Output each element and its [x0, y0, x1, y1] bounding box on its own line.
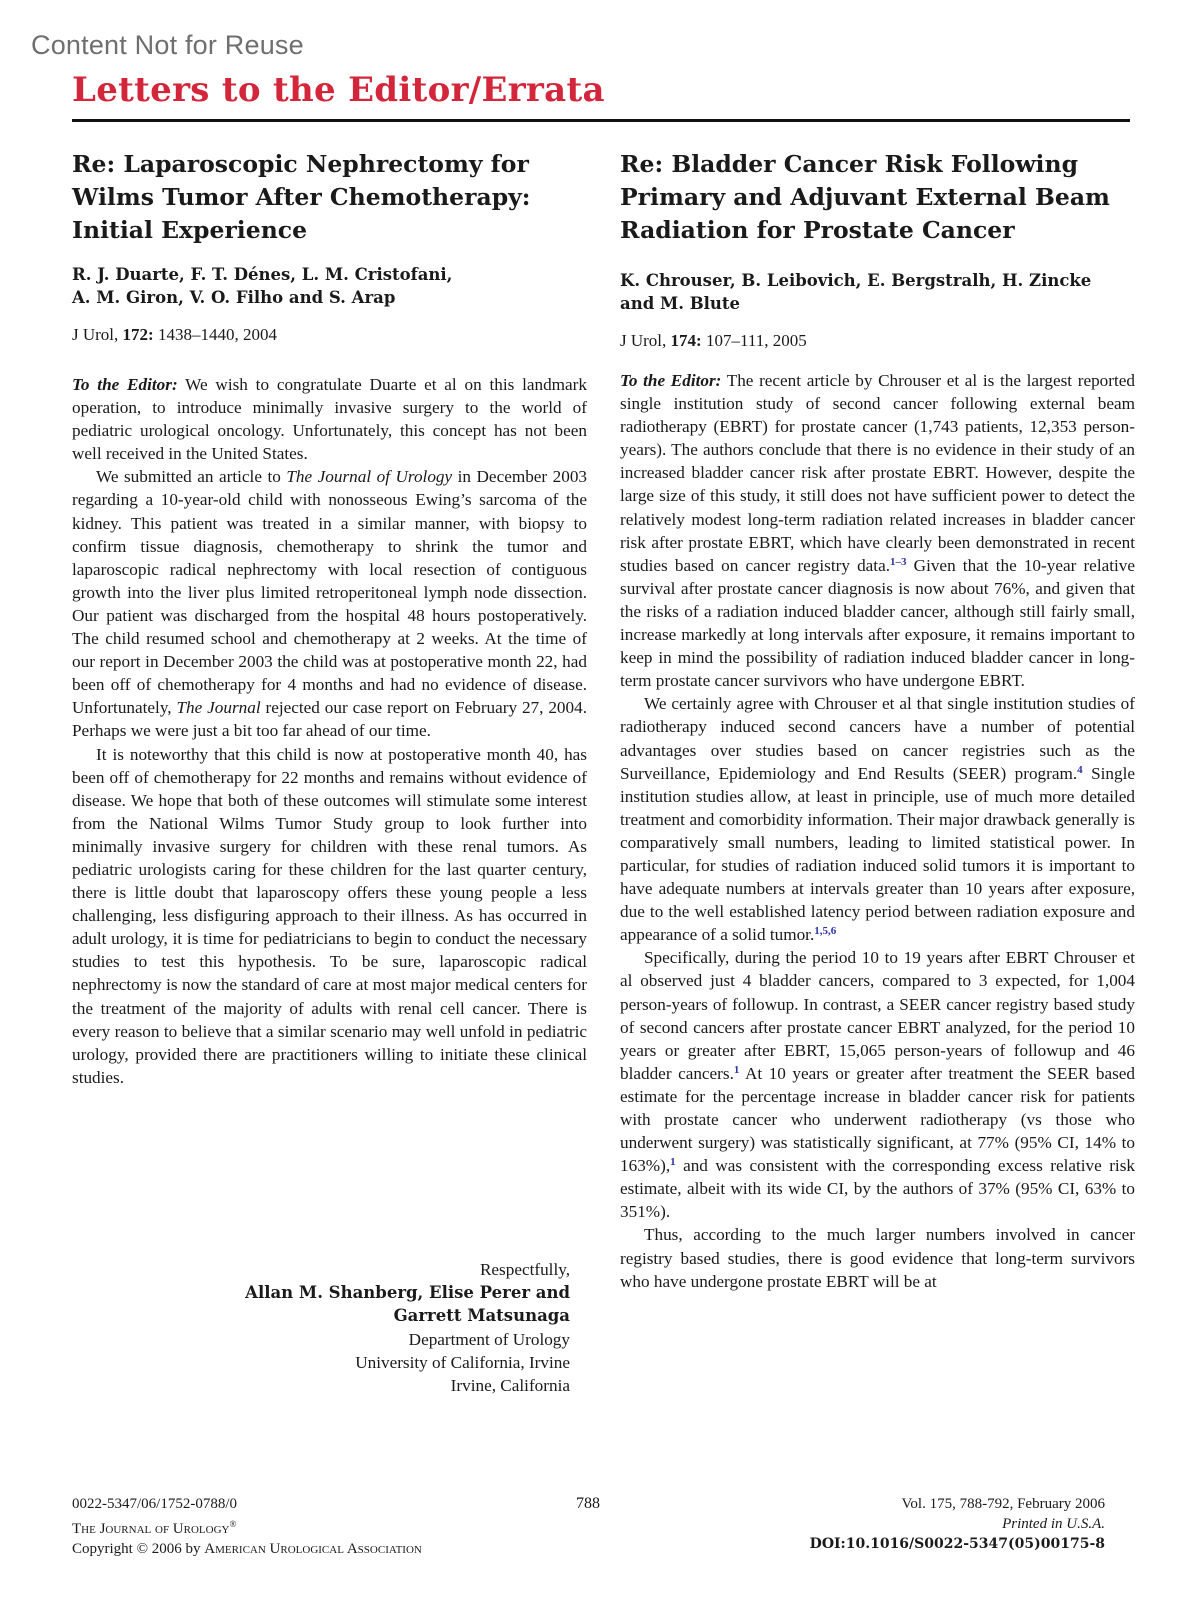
- reference-link[interactable]: 1: [670, 1156, 676, 1169]
- authors-line: A. M. Giron, V. O. Filho and S. Arap: [72, 288, 396, 307]
- citation-journal: J Urol,: [72, 325, 123, 344]
- copyright-text: Copyright © 2006 by: [72, 1541, 205, 1557]
- paragraph-text: Given that the 10-year relative survival after prostate cancer diagnosis is now about 76%, and given that the risks of a radiation induced bladder cancer, although still fairly small, increase markedly at long intervals after exposure, it remains important to keep in mind the possibility of radiation induced bladder cancer in long-term prostate cancer survivors who have undergone EBRT.: [620, 555, 1135, 691]
- right-letter-citation: [620, 331, 1135, 351]
- paragraph: It is noteworthy that this child is now at postoperative month 40, has been off of chemotherapy for 22 months and remains without evidence of disease. We hope that both of these outcomes will stimulate some interest from the National Wilms Tumor Study group to look further into minimally invasive surgery for children with these renal tumors. As pediatric urologists caring for these children for the last quarter century, there is little doubt that laparoscopy offers these young people a less challenging, less disfiguring approach to their illness. As has occurred in adult urology, it is time for pediatricians to begin to conduct the necessary studies to test this hypothesis. To be sure, laparoscopic radical nephrectomy is now the standard of care at most major medical centers for the treatment of the majority of adults with renal cell cancer. There is every reason to believe that a similar scenario may well unfold in pediatric urology, provided there are practitioners willing to initiate these clinical studies.: [72, 744, 587, 1087]
- left-letter-authors: [72, 263, 587, 309]
- reference-link[interactable]: 1,5,6: [814, 925, 837, 938]
- location: Irvine, California: [450, 1376, 570, 1396]
- journal-name: The Journal of Urology: [286, 467, 453, 487]
- citation-volume: 174:: [670, 331, 702, 350]
- footer-right: [810, 1494, 1105, 1554]
- reference-link[interactable]: 4: [1077, 763, 1083, 776]
- right-letter-title: Re: Bladder Cancer Risk Following Primary and Adjuvant External Beam Radiation for Prostate Cancer: [620, 150, 1110, 244]
- copyright-org: American Urological Association: [204, 1541, 422, 1557]
- paragraph-text: and was consistent with the corresponding excess relative risk estimate, albeit with its wide CI, by the authors of 37% (95% CI, 63% to 351%).: [620, 1156, 1135, 1222]
- paragraph: [72, 373, 587, 465]
- paragraph-text: The recent article by Chrouser et al is the largest reported single institution study of second cancer following external beam radiotherapy (EBRT) for prostate cancer (1,743 patients, 12,353 person-years). The authors conclude that there is no evidence in their study of an increased bladder cancer risk after prostate EBRT. However, despite the large size of this study, it still does not have sufficient power to detect the relatively modest long-term radiation related increases in bladder cancer risk after prostate EBRT, which have clearly been demonstrated in recent studies based on cancer registry data.: [620, 371, 1135, 575]
- paragraph: [72, 465, 587, 742]
- right-letter-body: [620, 369, 1135, 1293]
- paragraph: Thus, according to the much larger numbers involved in cancer registry based studies, there is good evidence that long-term survivors who have undergone prostate EBRT will be at: [620, 1225, 1135, 1291]
- paragraph-text: We certainly agree with Chrouser et al that single institution studies of radiotherapy induced second cancers have a number of potential advantages over studies based on cancer registries such as the Surveillance, Epidemiology and End Results (SEER) program.: [620, 694, 1135, 783]
- page-number: 788: [576, 1495, 600, 1512]
- paragraph: [620, 692, 1135, 946]
- lead-in: To the Editor:: [620, 371, 722, 390]
- authors-line: R. J. Duarte, F. T. Dénes, L. M. Cristofani,: [72, 265, 453, 284]
- article-code: 0022-5347/06/1752-0788/0: [72, 1496, 237, 1512]
- reference-link[interactable]: 1–3: [890, 555, 907, 568]
- citation-volume: 172:: [122, 325, 154, 344]
- right-letter: [620, 148, 1135, 1293]
- left-letter-body: [72, 373, 587, 1089]
- left-letter: [72, 148, 587, 1089]
- citation-journal: J Urol,: [620, 331, 671, 350]
- footer-left: [72, 1494, 422, 1559]
- signatory-names: Garrett Matsunaga: [393, 1306, 570, 1326]
- registered-mark: ®: [229, 1519, 237, 1529]
- closing: Respectfully,: [479, 1260, 570, 1279]
- citation-pages: 1438–1440, 2004: [153, 325, 277, 344]
- copyright: [72, 1539, 422, 1559]
- paragraph-text: rejected our case report on February 27, 2004. Perhaps we were just a bit too far ahead of our time.: [72, 698, 588, 741]
- department: Department of Urology: [408, 1329, 570, 1349]
- header-rule: [72, 119, 1130, 122]
- section-title: Letters to the Editor/Errata: [72, 70, 605, 110]
- left-letter-title: Re: Laparoscopic Nephrectomy for Wilms Tumor After Chemotherapy: Initial Experience: [72, 150, 531, 244]
- institution: University of California, Irvine: [355, 1352, 570, 1372]
- lead-in: To the Editor:: [72, 375, 178, 394]
- citation-pages: 107–111, 2005: [701, 331, 807, 350]
- volume-info: Vol. 175, 788-792, February 2006: [901, 1496, 1105, 1512]
- authors-line: and M. Blute: [620, 294, 741, 313]
- watermark: Content Not for Reuse: [31, 30, 304, 60]
- right-letter-authors: [620, 269, 1135, 315]
- left-letter-citation: [72, 325, 587, 345]
- signature-block: [245, 1258, 570, 1397]
- paragraph-text: We submitted an article to: [96, 467, 287, 487]
- doi-link[interactable]: DOI:10.1016/S0022-5347(05)00175-8: [809, 1536, 1105, 1552]
- paragraph-text: Single institution studies allow, at least in principle, use of much more detailed treatment and comorbidity information. Their major drawback generally is comparatively small numbers, leading to limited statistical power. In particular, for studies of radiation induced solid tumors it is important to have adequate numbers at intervals greater than 10 years after exposure, due to the well established latency period between radiation exposure and appearance of a solid tumor.: [620, 763, 1135, 945]
- signatory-names: Allan M. Shanberg, Elise Perer and: [245, 1283, 570, 1303]
- printed-location: Printed in U.S.A.: [1002, 1516, 1105, 1532]
- paragraph: [620, 946, 1135, 1223]
- paragraph-text: Specifically, during the period 10 to 19 years after EBRT Chrouser et al observed just 4 bladder cancers, compared to 3 expected, for 1,004 person-years of followup. In contrast, a SEER cancer registry based study of second cancers after prostate cancer EBRT analyzed, for the period 10 years or greater after EBRT, 15,065 person-years of followup and 46 bladder cancers.: [620, 948, 1135, 1083]
- authors-line: K. Chrouser, B. Leibovich, E. Bergstralh, H. Zincke: [620, 271, 1092, 290]
- journal-title: The Journal of Urology: [72, 1521, 230, 1537]
- journal-name-footer: [72, 1514, 422, 1539]
- paragraph: [620, 369, 1135, 692]
- paragraph-text: in December 2003 regarding a 10-year-old child with nonosseous Ewing’s sarcoma of the kidney. This patient was treated in a similar manner, with biopsy to confirm tissue diagnosis, chemotherapy to shrink the tumor and laparoscopic radical nephrectomy with local resection of contiguous growth into the liver plus limited retroperitoneal lymph node dissection. Our patient was discharged from the hospital 48 hours postoperatively. The child resumed school and chemotherapy at 2 weeks. At the time of our report in December 2003 the child was at postoperative month 22, had been off of chemotherapy for 4 months and had no evidence of disease. Unfortunately,: [72, 467, 588, 718]
- paragraph-text: At 10 years or greater after treatment the SEER based estimate for the percentage increase in bladder cancer risk for patients with prostate cancer who underwent radiotherapy (vs those who underwent surgery) was statistically significant, at 77% (95% CI, 14% to 163%),: [620, 1063, 1135, 1176]
- journal-name: The Journal: [176, 698, 261, 718]
- reference-link[interactable]: 1: [733, 1063, 740, 1076]
- paragraph-text: We wish to congratulate Duarte et al on this landmark operation, to introduce minimally invasive surgery to the world of pediatric urological oncology. Unfortunately, this concept has not been well received in the United States.: [72, 375, 587, 464]
